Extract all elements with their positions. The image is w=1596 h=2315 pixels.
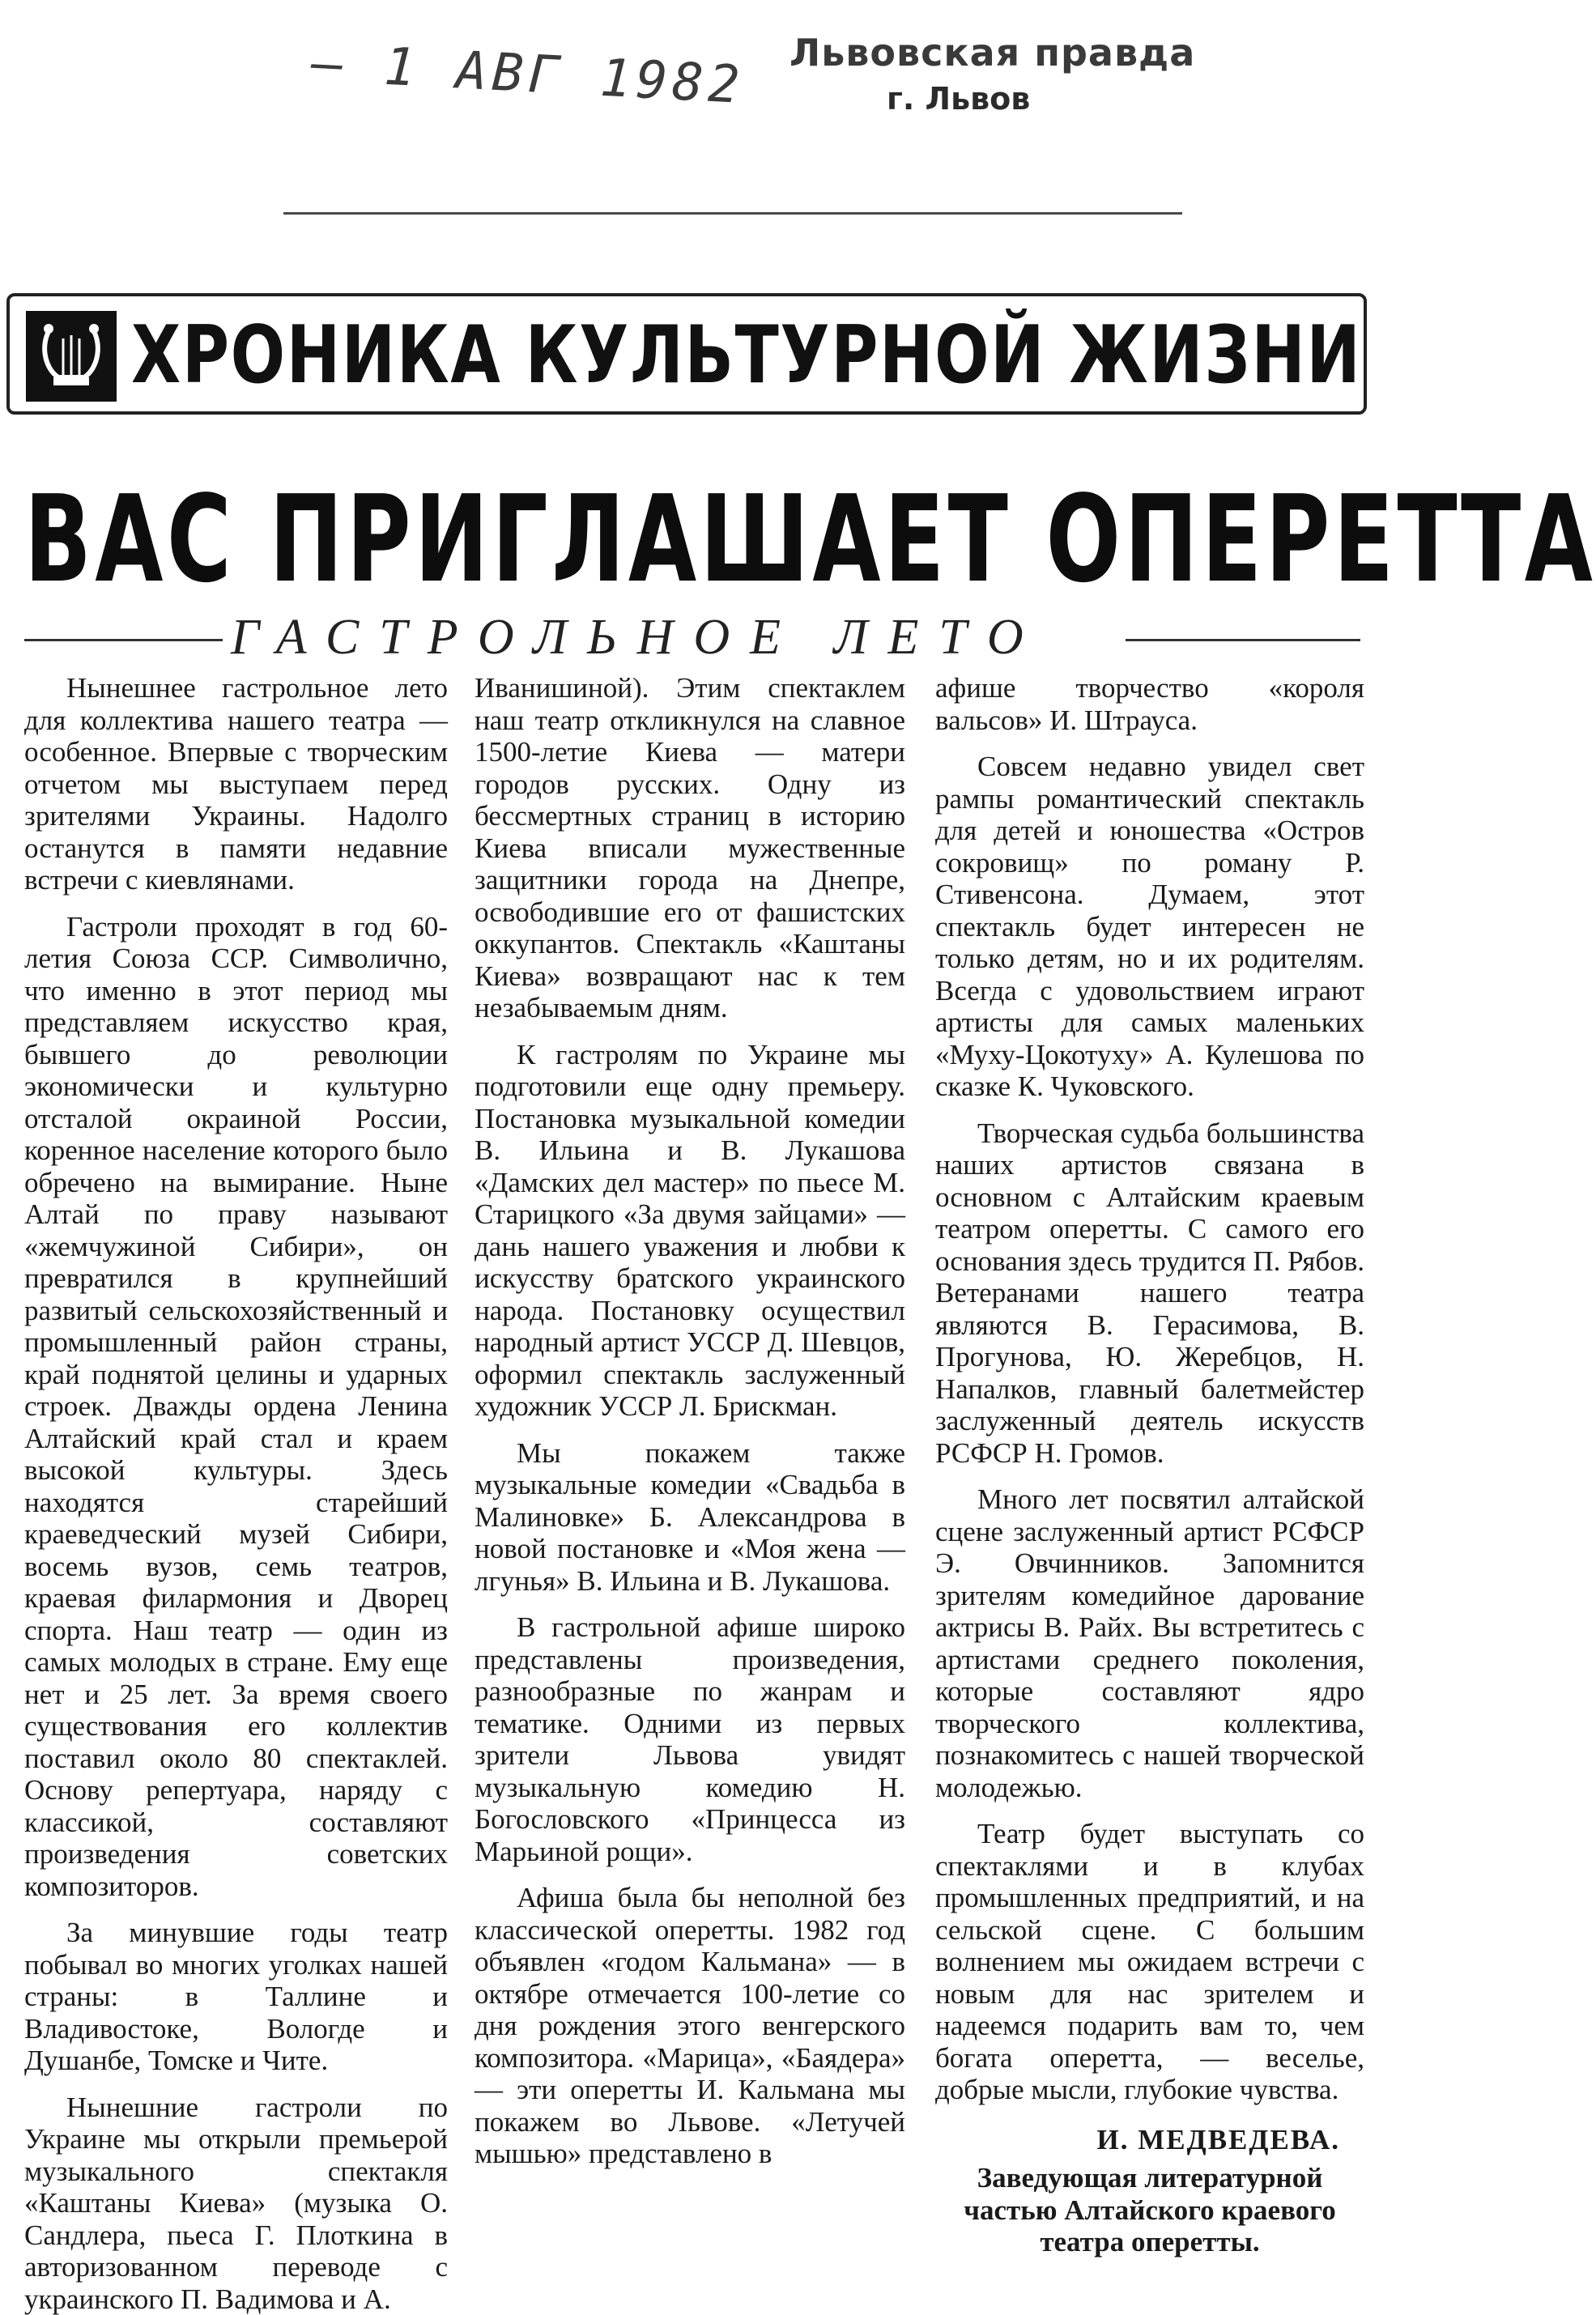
paragraph: Нынешнее гастрольное лето для коллектива нашего театра — особенное. Впервые с творческим отчетом мы выступаем перед зрителями Украины. Надолго останутся в памяти недавние встречи с киевлянами. <box>24 672 448 896</box>
subhead-rule-left <box>24 639 223 641</box>
paragraph: Творческая судьба большинства наших артистов связана в основном с Алтайским краевым театром оперетты. С самого его основания здесь трудится П. Рябов. Ветеранами нашего театра являются В. Герасимова, В. Прогунова, Ю. Жеребцов, Н. Напалков, главный балетмейстер заслуженный деятель искусств РСФСР Н. Громов. <box>935 1117 1364 1470</box>
paragraph: В гастрольной афише широко представлены произведения, разнообразные по жанрам и тематике. Одними из первых зрители Львова увидят музыкальную комедию Н. Богословского «Принцесса из Марьиной рощи». <box>475 1611 905 1867</box>
paragraph: За минувшие годы театр побывал во многих уголках нашей страны: в Таллине и Владивостоке, Вологде и Душанбе, Томске и Чите. <box>24 1917 448 2077</box>
paragraph: Афиша была бы неполной без классической оперетты. 1982 год объявлен «годом Кальмана» — в октябре отмечается 100-летие со дня рождения этого венгерского композитора. «Марица», «Баядера» — эти оперетты И. Кальмана мы покажем во Львове. «Летучей мышью» представлено в <box>475 1882 905 2170</box>
subhead-rule-right <box>1126 639 1360 641</box>
paragraph: К гастролям по Украине мы подготовили еще одну премьеру. Постановка музыкальной комедии В. Ильина и В. Лукашова «Дамских дел мастер» по пьесе М. Старицкого «За двумя зайцами» — дань нашего уважения и любви к искусству братского украинского народа. Постановку осуществил народный артист УССР Д. Шевцов, оформил спектакль заслуженный художник УССР Л. Брискман. <box>475 1039 905 1423</box>
lyre-icon <box>26 311 117 402</box>
paragraph: Много лет посвятил алтайской сцене заслуженный артист РСФСР Э. Овчинников. Запомнится зрителям комедийное дарование актрисы В. Райх. Вы встретитесь с артистами среднего поколения, которые составляют ядро творческого коллектива, познакомитесь с нашей творческой молодежью. <box>935 1483 1364 1803</box>
newspaper-city: г. Львов <box>887 81 1030 117</box>
paragraph: Мы покажем также музыкальные комедии «Свадьба в Малиновке» Б. Александрова в новой постановке и «Моя жена — лгунья» В. Ильина и В. Лукашова. <box>475 1437 905 1598</box>
article-column-2 <box>475 672 905 2170</box>
rubric-title: ХРОНИКА КУЛЬТУРНОЙ ЖИЗНИ <box>131 309 1361 402</box>
article-headline: ВАС ПРИГЛАШАЕТ ОПЕРЕТТА <box>24 470 1596 609</box>
paragraph: Иванишиной). Этим спектаклем наш театр откликнулся на славное 1500-летие Киева — матери городов русских. Одну из бессмертных страниц в историю Киева вписали мужественные защитники города на Днепре, освободившие его от фашистских оккупантов. Спектакль «Каштаны Киева» возвращают нас к тем незабываемым дням. <box>475 672 905 1024</box>
paragraph: Нынешние гастроли по Украине мы открыли премьерой музыкального спектакля «Каштаны Киева» (музыка О. Сандлера, пьеса Г. Плоткина в авторизованном переводе с украинского П. Вадимова и А. <box>24 2092 448 2315</box>
article-column-1 <box>24 672 448 2315</box>
paragraph: Гастроли проходят в год 60-летия Союза ССР. Символично, что именно в этот период мы представляем искусство края, бывшего до революции экономически и культурно отсталой окраиной России, коренное население которого было обречено на вымирание. Ныне Алтай по праву называют «жемчужиной Сибири», он превратился в крупнейший развитый сельскохозяйственный и промышленный район страны, край поднятой целины и ударных строек. Дважды ордена Ленина Алтайский край стал и краем высокой культуры. Здесь находятся старейший краеведческий музей Сибири, восемь вузов, семь театров, краевая филармония и Дворец спорта. Наш театр — один из самых молодых в стране. Ему еще нет и 25 лет. За время своего существования его коллектив поставил около 80 спектаклей. Основу репертуара, наряду с классикой, составляют произведения советских композиторов. <box>24 911 448 1903</box>
author-role: Заведующая литературной частью Алтайского краевого театра оперетты. <box>935 2162 1364 2258</box>
article-column-3 <box>935 672 1364 2258</box>
paragraph: Совсем недавно увидел свет рампы романтический спектакль для детей и юношества «Остров сокровищ» по роману Р. Стивенсона. Думаем, этот спектакль будет интересен не только детям, но и их родителям. Всегда с удовольствием играют артисты для самых маленьких «Муху-Цокотуху» А. Кулешова по сказке К. Чуковского. <box>935 751 1364 1103</box>
article-author: И. МЕДВЕДЕВА. <box>935 2124 1364 2156</box>
article-subheadline: ГАСТРОЛЬНОЕ ЛЕТО <box>231 609 1044 666</box>
paragraph: Театр будет выступать со спектаклями и в клубах промышленных предприятий, и на сельской сцене. С большим волнением мы ожидаем встречи с новым для нас зрителем и надеемся подарить вам то, чем богата оперетта, — веселье, добрые мысли, глубокие чувства. <box>935 1818 1364 2106</box>
date-stamp: — 1 АВГ 1982 <box>310 33 746 116</box>
newspaper-name: Львовская правда <box>789 31 1195 74</box>
rubric-banner <box>6 293 1367 415</box>
paragraph: афише творчество «короля вальсов» И. Штрауса. <box>935 672 1364 736</box>
